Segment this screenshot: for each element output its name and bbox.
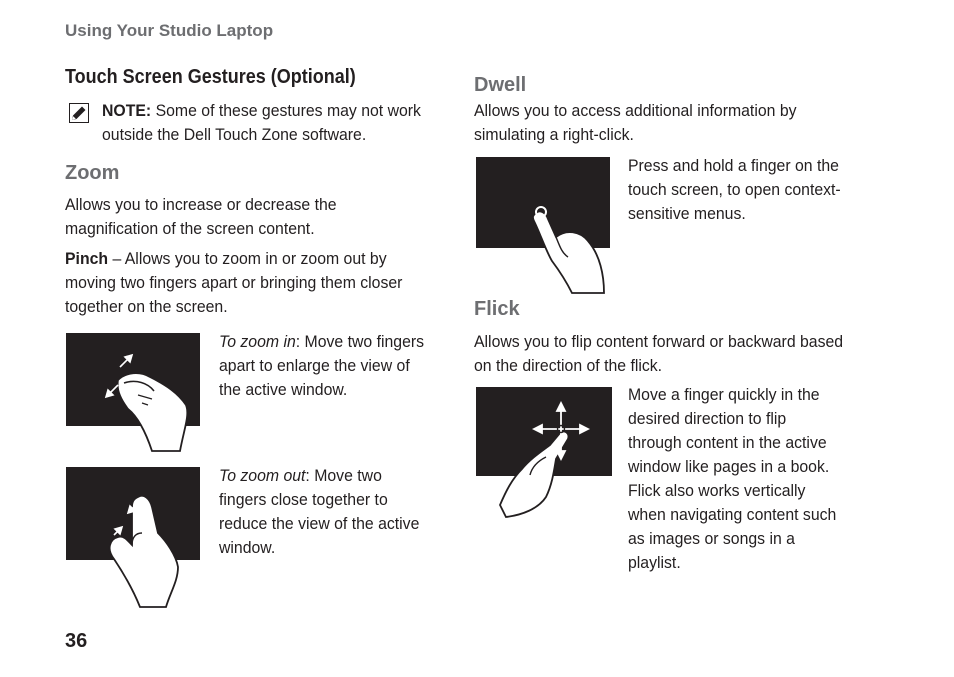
running-head: Using Your Studio Laptop xyxy=(65,21,274,40)
pinch-label: Pinch xyxy=(65,249,109,268)
zoom-out-text: : Move two fingers close together to reduce the view of the active window. xyxy=(219,466,420,557)
dwell-heading: Dwell xyxy=(474,74,527,96)
zoom-in-label: To zoom in xyxy=(219,332,296,351)
zoom-in-caption xyxy=(219,330,433,402)
zoom-out-label: To zoom out xyxy=(219,466,306,485)
page-number: 36 xyxy=(65,630,88,652)
pencil-note-icon xyxy=(69,103,89,123)
zoom-out-caption xyxy=(219,464,433,560)
dwell-description: Allows you to access additional information by simulating a right-click. xyxy=(474,101,797,144)
flick-description: Allows you to flip content forward or backward based on the direction of the flick. xyxy=(474,332,844,375)
note xyxy=(102,99,446,147)
note-text: Some of these gestures may not work outside the Dell Touch Zone software. xyxy=(102,101,421,144)
zoom-description: Allows you to increase or decrease the magnification of the screen content. xyxy=(65,195,337,238)
dwell-caption: Press and hold a finger on the touch screen, to open context-sensitive menus. xyxy=(628,156,841,223)
zoom-out-hand-icon xyxy=(66,467,206,607)
dwell-hand-icon xyxy=(476,157,616,297)
note-label: NOTE: xyxy=(102,101,152,120)
section-title: Touch Screen Gestures (Optional) xyxy=(65,66,356,88)
pinch-text: – Allows you to zoom in or zoom out by moving two fingers apart or bringing them closer together on the screen. xyxy=(65,249,403,316)
zoom-in-text: : Move two fingers apart to enlarge the view of the active window. xyxy=(219,332,425,399)
zoom-heading: Zoom xyxy=(65,162,120,184)
pinch-description xyxy=(65,247,423,319)
flick-heading: Flick xyxy=(474,298,520,320)
flick-hand-icon xyxy=(476,387,616,527)
flick-caption: Move a finger quickly in the desired direction to flip through content in the active window like pages in a book. Flick also works vertically when navigating content such as images or songs in a playlist. xyxy=(628,385,837,572)
zoom-in-hand-icon xyxy=(66,333,206,453)
